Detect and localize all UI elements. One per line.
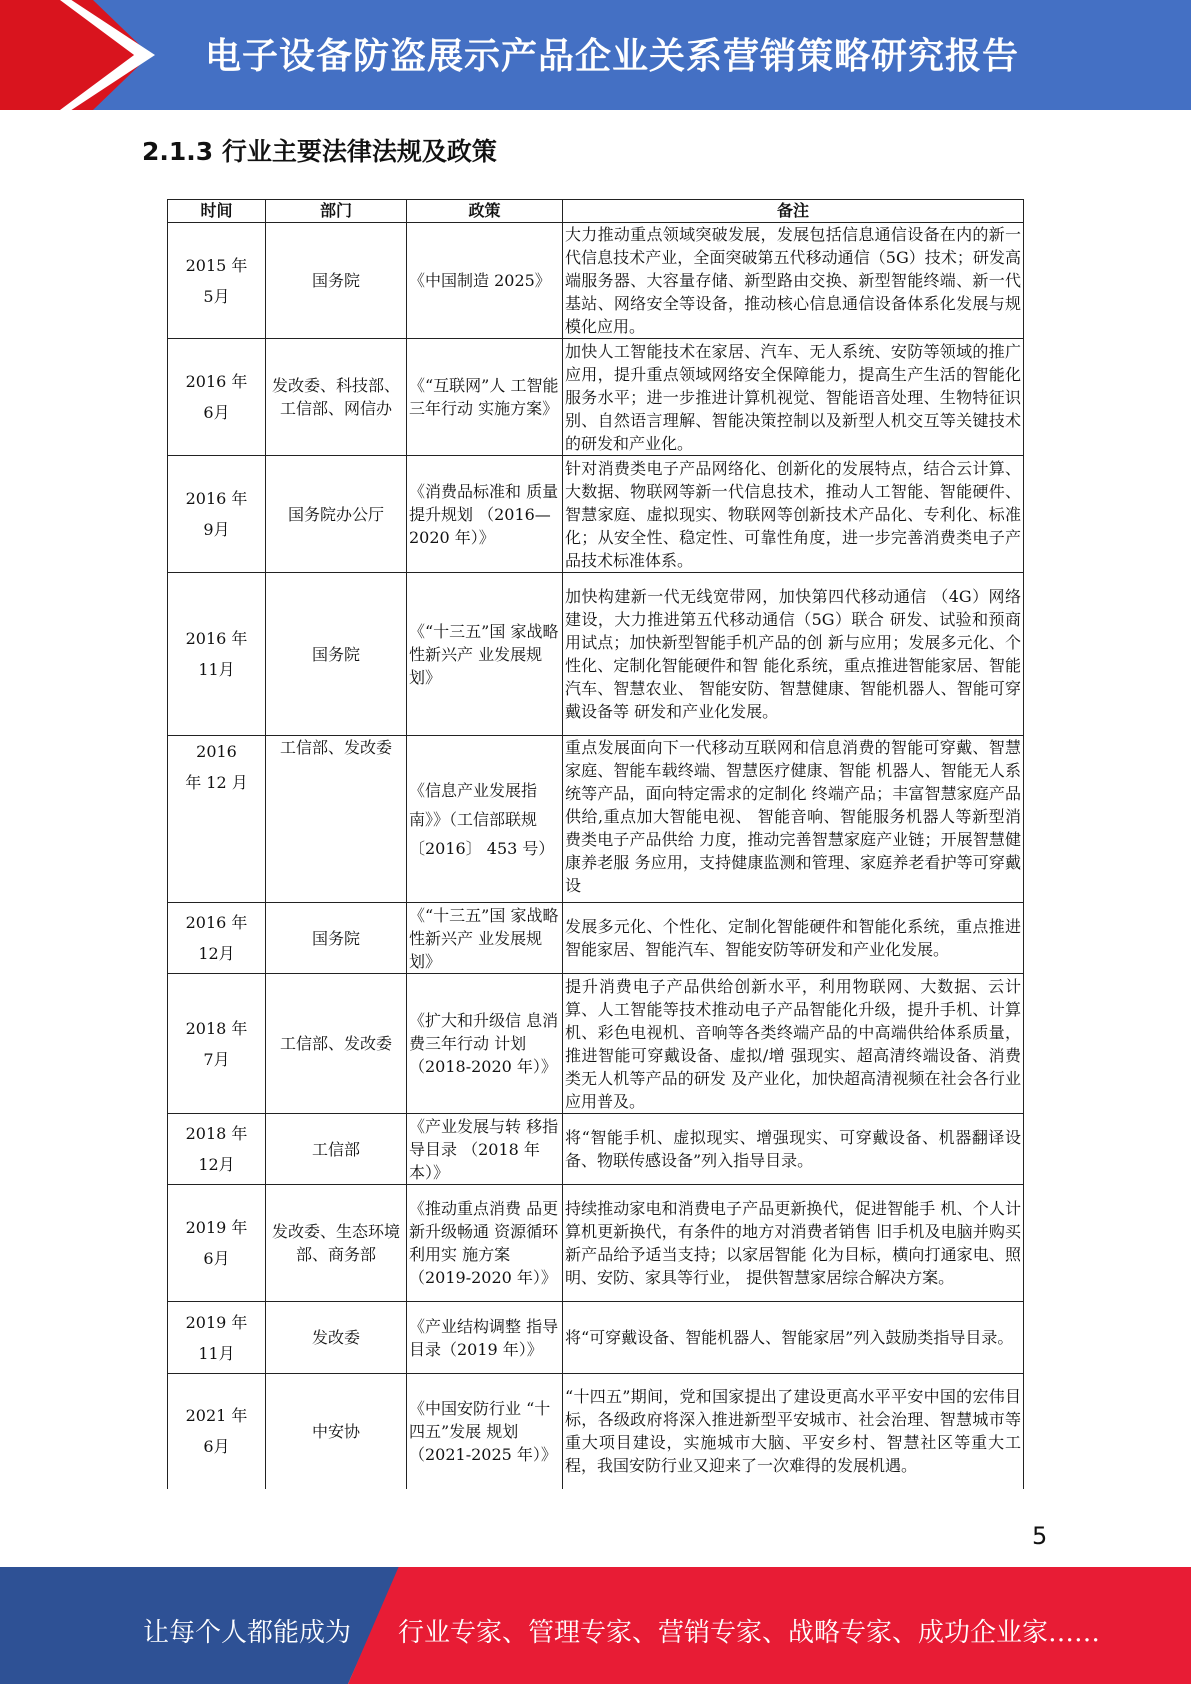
cell-time: 2016 年 11月 — [168, 573, 266, 736]
table-row — [168, 1374, 1024, 1489]
cell-department: 工信部、发改委 — [266, 736, 407, 903]
table-row — [168, 974, 1024, 1114]
cell-policy: 《中国安防行业 “十四五”发展 规划（2021-2025 年）》 — [407, 1374, 563, 1489]
table-row — [168, 339, 1024, 456]
column-header-note: 备注 — [563, 200, 1024, 223]
cell-time: 2016 年 12 月 — [168, 736, 266, 903]
column-header-policy: 政策 — [407, 200, 563, 223]
cell-department: 中安协 — [266, 1374, 407, 1489]
column-header-department: 部门 — [266, 200, 407, 223]
cell-policy: 《中国制造 2025》 — [407, 223, 563, 339]
table-header-row — [168, 200, 1024, 223]
table-row — [168, 223, 1024, 339]
cell-department: 国务院 — [266, 573, 407, 736]
cell-note: 大力推动重点领域突破发展，发展包括信息通信设备在内的新一代信息技术产业，全面突破第五代移动通信（5G）技术；研发高端服务器、大容量存储、新型路由交换、新型智能终端、新一代基站、网络安全等设备，推动核心信息通信设备体系化发展与规模化应用。 — [563, 223, 1024, 339]
footer-slogan-left: 让每个人都能成为 — [143, 1618, 352, 1648]
cell-time: 2019 年 11月 — [168, 1302, 266, 1374]
cell-note: 持续推动家电和消费电子产品更新换代，促进智能手 机、个人计算机更新换代，有条件的地方对消费者销售 旧手机及电脑并购买新产品给予适当支持；以家居智能 化为目标，横向打通家电、照明、安防、家具等行业， 提供智慧家居综合解决方案。 — [563, 1185, 1024, 1302]
header-red-shape — [0, 0, 150, 110]
cell-note: 加快构建新一代无线宽带网，加快第四代移动通信 （4G）网络建设，大力推进第五代移动通信（5G）联合 研发、试验和预商用试点；加快新型智能手机产品的创 新与应用；发展多元化、个性化、定制化智能硬件和智 能化系统，重点推进智能家居、智能汽车、智慧农业、 智能安防、智慧健康、智能机器人、智能可穿戴设备等 研发和产业化发展。 — [563, 573, 1024, 736]
cell-policy: 《“十三五”国 家战略性新兴产 业发展规划》 — [407, 573, 563, 736]
table-row — [168, 1114, 1024, 1185]
table-row — [168, 1302, 1024, 1374]
cell-policy: 《推动重点消费 品更新升级畅通 资源循环利用实 施方案（2019-2020 年）》 — [407, 1185, 563, 1302]
section-heading: 2.1.3 行业主要法律法规及政策 — [142, 137, 497, 166]
header-banner — [0, 0, 1191, 110]
cell-policy: 《消费品标准和 质量提升规划 （2016—2020 年）》 — [407, 456, 563, 573]
cell-note: 针对消费类电子产品网络化、创新化的发展特点，结合云计算、大数据、物联网等新一代信息技术，推动人工智能、智能硬件、智慧家庭、虚拟现实、物联网等创新技术产品化、专利化、标准化；从安全性、稳定性、可靠性角度，进一步完善消费类电子产品技术标准体系。 — [563, 456, 1024, 573]
cell-time: 2016 年 6月 — [168, 339, 266, 456]
cell-department: 国务院办公厅 — [266, 456, 407, 573]
cell-department: 发改委 — [266, 1302, 407, 1374]
cell-time: 2018 年 7月 — [168, 974, 266, 1114]
cell-department: 发改委、科技部、工信部、网信办 — [266, 339, 407, 456]
cell-note: 将“智能手机、虚拟现实、增强现实、可穿戴设备、机器翻译设备、物联传感设备”列入指导目录。 — [563, 1114, 1024, 1185]
policy-table — [167, 199, 1024, 1489]
cell-policy: 《“十三五”国 家战略性新兴产 业发展规划》 — [407, 903, 563, 974]
footer-slogan-right: 行业专家、管理专家、营销专家、战略专家、成功企业家…… — [398, 1618, 1101, 1648]
cell-time: 2015 年 5月 — [168, 223, 266, 339]
page-number: 5 — [1032, 1522, 1048, 1550]
cell-policy: 《产业发展与转 移指导目录 （2018 年本）》 — [407, 1114, 563, 1185]
cell-department: 工信部 — [266, 1114, 407, 1185]
cell-policy: 《产业结构调整 指导目录（2019 年）》 — [407, 1302, 563, 1374]
cell-time: 2019 年 6月 — [168, 1185, 266, 1302]
table-row — [168, 903, 1024, 974]
cell-policy: 《信息产业发展指南》》（工信部联规〔2016〕 453 号） — [407, 736, 563, 903]
cell-time: 2016 年 12月 — [168, 903, 266, 974]
table-row — [168, 573, 1024, 736]
cell-note: 将“可穿戴设备、智能机器人、智能家居”列入鼓励类指导目录。 — [563, 1302, 1024, 1374]
cell-time: 2018 年 12月 — [168, 1114, 266, 1185]
table-row — [168, 736, 1024, 903]
cell-note: 提升消费电子产品供给创新水平，利用物联网、大数据、云计算、人工智能等技术推动电子产品智能化升级，提升手机、计算机、彩色电视机、音响等各类终端产品的中高端供给体系质量，推进智能可穿戴设备、虚拟/增 强现实、超高清终端设备、消费类无人机等产品的研发 及产业化，加快超高清视频在社会各行业应用普及。 — [563, 974, 1024, 1114]
table-row — [168, 456, 1024, 573]
cell-time: 2016 年 9月 — [168, 456, 266, 573]
cell-department: 工信部、发改委 — [266, 974, 407, 1114]
cell-note: 重点发展面向下一代移动互联网和信息消费的智能可穿戴、智慧家庭、智能车载终端、智慧医疗健康、智能 机器人、智能无人系统等产品，面向特定需求的定制化 终端产品；丰富智慧家庭产品供给,重点加大智能电视、 智能音响、智能服务机器人等新型消费类电子产品供给 力度，推动完善智慧家庭产业链；开展智慧健康养老服 务应用，支持健康监测和管理、家庭养老看护等可穿戴 设 — [563, 736, 1024, 903]
cell-department: 发改委、生态环境部、商务部 — [266, 1185, 407, 1302]
cell-note: 发展多元化、个性化、定制化智能硬件和智能化系统，重点推进智能家居、智能汽车、智能安防等研发和产业化发展。 — [563, 903, 1024, 974]
cell-department: 国务院 — [266, 903, 407, 974]
table-row — [168, 1185, 1024, 1302]
cell-policy: 《扩大和升级信 息消费三年行动 计划（2018-2020 年）》 — [407, 974, 563, 1114]
cell-policy: 《“互联网”人 工智能三年行动 实施方案》 — [407, 339, 563, 456]
cell-department: 国务院 — [266, 223, 407, 339]
column-header-time: 时间 — [168, 200, 266, 223]
cell-time: 2021 年 6月 — [168, 1374, 266, 1489]
cell-note: “十四五”期间，党和国家提出了建设更高水平平安中国的宏伟目标，各级政府将深入推进新型平安城市、社会治理、智慧城市等重大项目建设，实施城市大脑、平安乡村、智慧社区等重大工程，我国安防行业又迎来了一次难得的发展机遇。 — [563, 1374, 1024, 1489]
cell-note: 加快人工智能技术在家居、汽车、无人系统、安防等领域的推广应用，提升重点领域网络安全保障能力，提高生产生活的智能化服务水平；进一步推进计算机视觉、智能语音处理、生物特征识别、自然语言理解、智能决策控制以及新型人机交互等关键技术的研发和产业化。 — [563, 339, 1024, 456]
report-title: 电子设备防盗展示产品企业关系营销策略研究报告 — [205, 36, 1020, 77]
